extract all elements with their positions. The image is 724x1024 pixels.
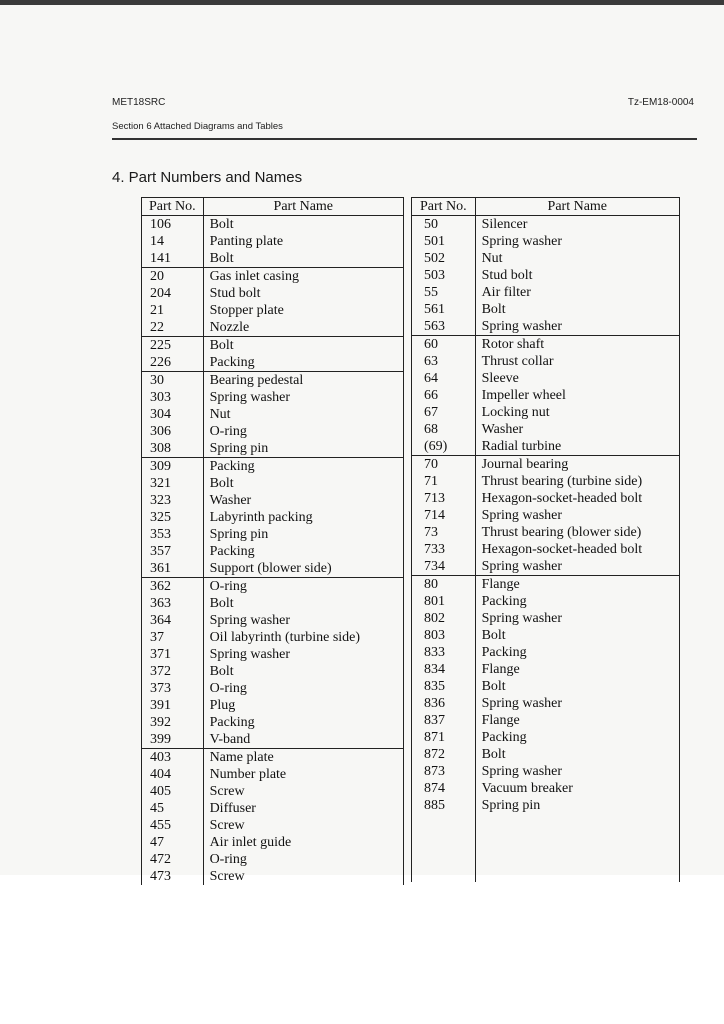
part-name: Spring washer [475, 695, 679, 712]
part-number: 45 [142, 800, 204, 817]
part-number [412, 865, 476, 882]
table-row [142, 578, 404, 596]
part-name: Bolt [203, 216, 403, 234]
table-row [142, 389, 404, 406]
part-name: Screw [203, 783, 403, 800]
part-number: 563 [412, 318, 476, 336]
part-name: Vacuum breaker [475, 780, 679, 797]
part-number: 14 [142, 233, 204, 250]
part-name: Screw [203, 868, 403, 885]
part-number: 561 [412, 301, 476, 318]
table-row [142, 233, 404, 250]
part-name: Bolt [475, 746, 679, 763]
part-name: Oil labyrinth (turbine side) [203, 629, 403, 646]
part-number: 306 [142, 423, 204, 440]
table-row [412, 627, 680, 644]
part-number: 20 [142, 268, 204, 286]
part-name: O-ring [203, 680, 403, 697]
column-header-part-no: Part No. [142, 198, 204, 216]
part-name: Washer [475, 421, 679, 438]
part-number: 803 [412, 627, 476, 644]
table-row [142, 509, 404, 526]
part-number [412, 814, 476, 831]
part-name: Bolt [203, 595, 403, 612]
part-name: Spring washer [475, 233, 679, 250]
table-row [412, 404, 680, 421]
table-row [142, 302, 404, 319]
part-name: Labyrinth packing [203, 509, 403, 526]
table-row [412, 216, 680, 234]
part-number: 204 [142, 285, 204, 302]
part-number: 874 [412, 780, 476, 797]
table-row [412, 490, 680, 507]
part-name: Spring washer [203, 389, 403, 406]
part-name: Hexagon-socket-headed bolt [475, 490, 679, 507]
table-row [412, 267, 680, 284]
part-number: 472 [142, 851, 204, 868]
part-number: 734 [412, 558, 476, 576]
part-number: 713 [412, 490, 476, 507]
part-number: 70 [412, 456, 476, 474]
part-name: Bolt [203, 250, 403, 268]
table-row [142, 749, 404, 767]
table-row [412, 370, 680, 387]
table-row [142, 458, 404, 476]
table-row [142, 868, 404, 885]
table-row [142, 543, 404, 560]
table-row [412, 438, 680, 456]
part-number: 64 [412, 370, 476, 387]
part-name: Thrust collar [475, 353, 679, 370]
part-name: Spring washer [475, 558, 679, 576]
part-name: O-ring [203, 578, 403, 596]
part-number: 833 [412, 644, 476, 661]
part-number: 68 [412, 421, 476, 438]
part-number: 80 [412, 576, 476, 594]
part-name: Stopper plate [203, 302, 403, 319]
table-row [412, 353, 680, 370]
part-number [412, 848, 476, 865]
table-row [412, 678, 680, 695]
part-number: 372 [142, 663, 204, 680]
table-row [142, 680, 404, 697]
part-name: Air inlet guide [203, 834, 403, 851]
table-row [412, 746, 680, 763]
part-name: Air filter [475, 284, 679, 301]
table-row [412, 301, 680, 318]
table-row [142, 663, 404, 680]
part-number: 373 [142, 680, 204, 697]
part-name: Spring washer [475, 763, 679, 780]
part-number: 364 [142, 612, 204, 629]
part-name: Panting plate [203, 233, 403, 250]
header-rule [112, 138, 697, 140]
part-name: O-ring [203, 851, 403, 868]
part-name: Plug [203, 697, 403, 714]
part-number: 353 [142, 526, 204, 543]
part-number: 357 [142, 543, 204, 560]
document-code: MET18SRC [112, 97, 166, 108]
part-number: 714 [412, 507, 476, 524]
part-number: 308 [142, 440, 204, 458]
column-header-part-name: Part Name [203, 198, 403, 216]
part-number: 63 [412, 353, 476, 370]
part-name: Bolt [475, 627, 679, 644]
part-name: Spring pin [203, 440, 403, 458]
part-number: 50 [412, 216, 476, 234]
table-row [142, 817, 404, 834]
table-row [142, 612, 404, 629]
table-row [412, 473, 680, 490]
part-number: 885 [412, 797, 476, 814]
part-name: Nozzle [203, 319, 403, 337]
table-row [142, 714, 404, 731]
table-row [412, 610, 680, 627]
part-name: O-ring [203, 423, 403, 440]
part-number: 225 [142, 337, 204, 355]
table-row [142, 766, 404, 783]
part-number: (69) [412, 438, 476, 456]
part-number: 325 [142, 509, 204, 526]
part-name: Journal bearing [475, 456, 679, 474]
table-row [142, 800, 404, 817]
table-row [412, 814, 680, 831]
part-number: 362 [142, 578, 204, 596]
part-number: 304 [142, 406, 204, 423]
part-number: 403 [142, 749, 204, 767]
part-name: Radial turbine [475, 438, 679, 456]
section-title: Section 6 Attached Diagrams and Tables [112, 121, 283, 132]
part-number: 802 [412, 610, 476, 627]
part-number: 733 [412, 541, 476, 558]
table-row [412, 524, 680, 541]
part-name: Number plate [203, 766, 403, 783]
part-name: Packing [203, 458, 403, 476]
table-row [142, 697, 404, 714]
table-row [142, 250, 404, 268]
part-number: 361 [142, 560, 204, 578]
part-name: Flange [475, 661, 679, 678]
table-row [412, 250, 680, 267]
table-row [412, 848, 680, 865]
table-row [142, 560, 404, 578]
part-number: 399 [142, 731, 204, 749]
part-number: 801 [412, 593, 476, 610]
part-name: Packing [475, 729, 679, 746]
table-row [412, 780, 680, 797]
part-name: Bolt [203, 337, 403, 355]
part-name: Spring washer [475, 507, 679, 524]
part-name: Silencer [475, 216, 679, 234]
parts-table-left [141, 197, 404, 885]
part-number: 71 [412, 473, 476, 490]
table-row [142, 354, 404, 372]
part-number: 391 [142, 697, 204, 714]
table-row [412, 729, 680, 746]
table-row [142, 731, 404, 749]
part-number: 309 [142, 458, 204, 476]
part-number: 363 [142, 595, 204, 612]
part-number: 503 [412, 267, 476, 284]
table-row [412, 712, 680, 729]
table-row [142, 337, 404, 355]
part-name: Nut [203, 406, 403, 423]
table-row [142, 595, 404, 612]
table-row [412, 336, 680, 354]
part-name: Gas inlet casing [203, 268, 403, 286]
table-row [142, 440, 404, 458]
part-name: Spring washer [475, 318, 679, 336]
table-row [412, 507, 680, 524]
table-row [412, 661, 680, 678]
part-name: Locking nut [475, 404, 679, 421]
table-row [142, 851, 404, 868]
part-number: 66 [412, 387, 476, 404]
scan-top-edge [0, 0, 724, 5]
part-number: 405 [142, 783, 204, 800]
table-row [412, 421, 680, 438]
part-number: 67 [412, 404, 476, 421]
part-number: 47 [142, 834, 204, 851]
table-row [412, 763, 680, 780]
part-name: Sleeve [475, 370, 679, 387]
table-row [412, 593, 680, 610]
part-name: Spring pin [475, 797, 679, 814]
part-name: V-band [203, 731, 403, 749]
table-row [412, 797, 680, 814]
part-name [475, 831, 679, 848]
table-row [142, 423, 404, 440]
part-name: Screw [203, 817, 403, 834]
part-number: 371 [142, 646, 204, 663]
part-name: Washer [203, 492, 403, 509]
table-row [412, 456, 680, 474]
part-name: Support (blower side) [203, 560, 403, 578]
table-row [142, 216, 404, 234]
part-number: 404 [142, 766, 204, 783]
part-number: 60 [412, 336, 476, 354]
part-number: 22 [142, 319, 204, 337]
table-row [142, 475, 404, 492]
table-row [142, 372, 404, 390]
part-name [475, 848, 679, 865]
part-number [412, 831, 476, 848]
part-number: 501 [412, 233, 476, 250]
part-number: 455 [142, 817, 204, 834]
part-name: Packing [203, 714, 403, 731]
part-number: 141 [142, 250, 204, 268]
part-number: 837 [412, 712, 476, 729]
part-number: 873 [412, 763, 476, 780]
part-number: 392 [142, 714, 204, 731]
table-row [142, 406, 404, 423]
table-row [142, 834, 404, 851]
part-name: Flange [475, 712, 679, 729]
table-row [142, 646, 404, 663]
part-name: Diffuser [203, 800, 403, 817]
document-number: Tz-EM18-0004 [627, 97, 694, 108]
table-row [412, 233, 680, 250]
table-row [412, 558, 680, 576]
part-number: 836 [412, 695, 476, 712]
column-header-part-name: Part Name [475, 198, 679, 216]
page-title: 4. Part Numbers and Names [112, 169, 303, 186]
part-number: 106 [142, 216, 204, 234]
parts-table-right-body [412, 216, 680, 883]
table-row [142, 526, 404, 543]
part-number: 30 [142, 372, 204, 390]
part-number: 321 [142, 475, 204, 492]
part-name: Bolt [203, 475, 403, 492]
column-header-part-no: Part No. [412, 198, 476, 216]
table-row [142, 268, 404, 286]
part-name: Spring washer [203, 612, 403, 629]
part-name: Name plate [203, 749, 403, 767]
part-number: 871 [412, 729, 476, 746]
part-number: 303 [142, 389, 204, 406]
table-row [142, 319, 404, 337]
part-number: 73 [412, 524, 476, 541]
part-name: Packing [475, 644, 679, 661]
part-name: Packing [475, 593, 679, 610]
part-name: Flange [475, 576, 679, 594]
part-name: Bearing pedestal [203, 372, 403, 390]
part-name: Rotor shaft [475, 336, 679, 354]
part-number: 21 [142, 302, 204, 319]
part-number: 37 [142, 629, 204, 646]
table-row [412, 831, 680, 848]
part-name: Bolt [475, 678, 679, 695]
part-name: Thrust bearing (blower side) [475, 524, 679, 541]
parts-table-left-body [142, 216, 404, 886]
table-row [412, 576, 680, 594]
parts-table-right [411, 197, 680, 882]
part-number: 226 [142, 354, 204, 372]
part-number: 872 [412, 746, 476, 763]
part-name: Nut [475, 250, 679, 267]
part-name [475, 865, 679, 882]
table-row [142, 492, 404, 509]
part-name: Impeller wheel [475, 387, 679, 404]
table-row [412, 541, 680, 558]
part-name: Hexagon-socket-headed bolt [475, 541, 679, 558]
part-name: Packing [203, 354, 403, 372]
part-name: Packing [203, 543, 403, 560]
table-row [142, 783, 404, 800]
part-name [475, 814, 679, 831]
table-row [142, 285, 404, 302]
part-name: Bolt [475, 301, 679, 318]
part-name: Spring washer [475, 610, 679, 627]
part-name: Stud bolt [475, 267, 679, 284]
table-row [412, 644, 680, 661]
part-number: 55 [412, 284, 476, 301]
part-number: 502 [412, 250, 476, 267]
part-number: 323 [142, 492, 204, 509]
table-row [412, 387, 680, 404]
part-number: 835 [412, 678, 476, 695]
part-name: Spring pin [203, 526, 403, 543]
part-number: 834 [412, 661, 476, 678]
part-name: Spring washer [203, 646, 403, 663]
table-row [412, 318, 680, 336]
table-row [412, 284, 680, 301]
part-name: Thrust bearing (turbine side) [475, 473, 679, 490]
table-row [142, 629, 404, 646]
table-row [412, 865, 680, 882]
table-row [412, 695, 680, 712]
part-name: Stud bolt [203, 285, 403, 302]
part-name: Bolt [203, 663, 403, 680]
part-number: 473 [142, 868, 204, 885]
